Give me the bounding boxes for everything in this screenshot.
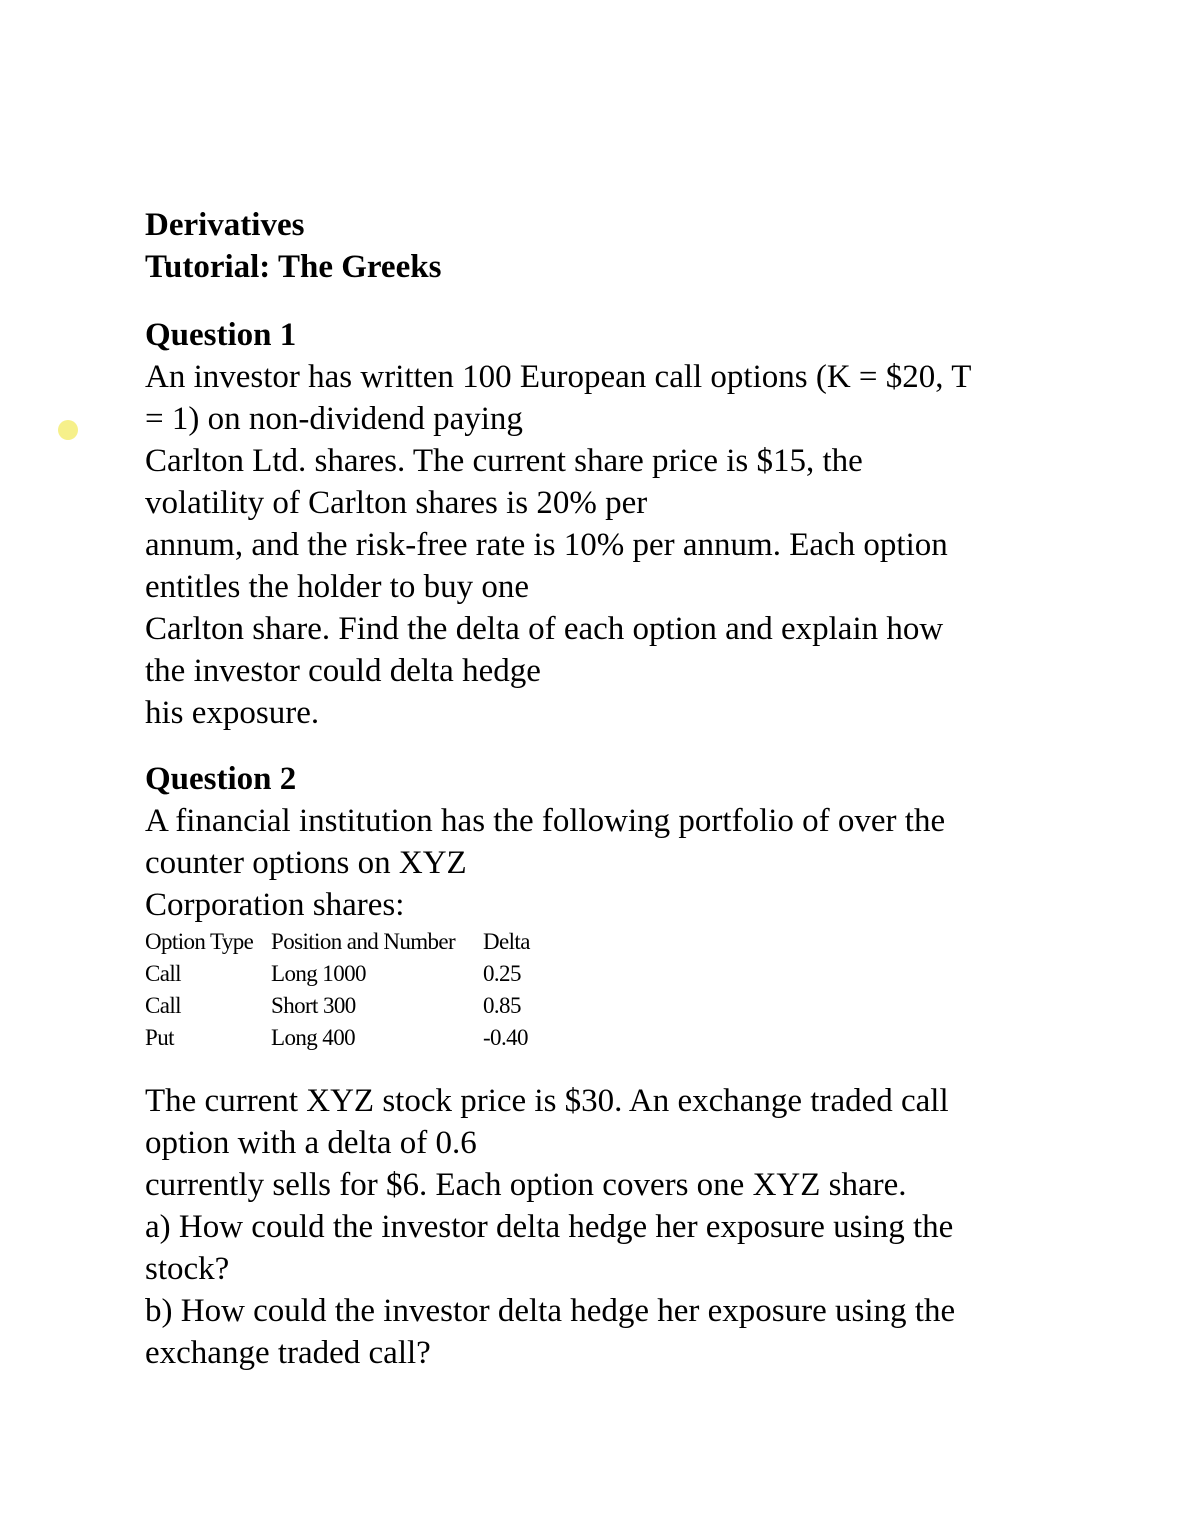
question-1-text — [145, 356, 1085, 734]
cell-position: Long 400 — [271, 1025, 355, 1050]
cell-delta: 0.25 — [483, 961, 521, 986]
cell-option-type: Call — [145, 961, 181, 986]
question-1-line: Carlton Ltd. shares. The current share price is $15, the — [145, 443, 863, 479]
question-2-part-a: a) How could the investor delta hedge her exposure using the — [145, 1209, 954, 1245]
options-table — [145, 926, 543, 1054]
cell-delta: 0.85 — [483, 993, 521, 1018]
question-1-line: volatility of Carlton shares is 20% per — [145, 485, 648, 521]
document-body — [145, 204, 1085, 1374]
question-2-line: The current XYZ stock price is $30. An exchange traded call — [145, 1083, 949, 1119]
question-2-line: A financial institution has the following portfolio of over the — [145, 803, 946, 839]
question-1-line: the investor could delta hedge — [145, 653, 541, 689]
cell-option-type: Put — [145, 1025, 174, 1050]
column-header-position: Position and Number — [271, 929, 456, 954]
question-1-line: annum, and the risk-free rate is 10% per annum. Each option — [145, 527, 948, 563]
question-2-line: counter options on XYZ — [145, 845, 467, 881]
cell-delta: -0.40 — [483, 1025, 528, 1050]
table-row — [145, 1022, 543, 1054]
table-row — [145, 990, 543, 1022]
question-2-line: currently sells for $6. Each option covers one XYZ share. — [145, 1167, 907, 1203]
cell-position: Long 1000 — [271, 961, 366, 986]
cell-option-type: Call — [145, 993, 181, 1018]
question-1-heading: Question 1 — [145, 317, 297, 353]
highlight-marker — [58, 420, 78, 440]
document-title: Derivatives — [145, 207, 305, 243]
table-row — [145, 958, 543, 990]
column-header-option-type: Option Type — [145, 929, 254, 954]
question-2-part-b: b) How could the investor delta hedge her exposure using the — [145, 1293, 956, 1329]
question-1-line: = 1) on non-dividend paying — [145, 401, 523, 437]
question-1-line: An investor has written 100 European call options (K = $20, T — [145, 359, 972, 395]
question-2-followup — [145, 1080, 1085, 1374]
question-1-line: his exposure. — [145, 695, 320, 731]
question-2-heading: Question 2 — [145, 761, 297, 797]
question-2-intro — [145, 800, 1085, 926]
question-2-line: exchange traded call? — [145, 1335, 431, 1371]
question-1-line: entitles the holder to buy one — [145, 569, 529, 605]
cell-position: Short 300 — [271, 993, 356, 1018]
table-header-row — [145, 926, 543, 958]
question-2-line: stock? — [145, 1251, 230, 1287]
document-subtitle: Tutorial: The Greeks — [145, 249, 442, 285]
question-1-line: Carlton share. Find the delta of each option and explain how — [145, 611, 944, 647]
column-header-delta: Delta — [483, 929, 530, 954]
question-2-line: option with a delta of 0.6 — [145, 1125, 477, 1161]
question-2-line: Corporation shares: — [145, 887, 405, 923]
